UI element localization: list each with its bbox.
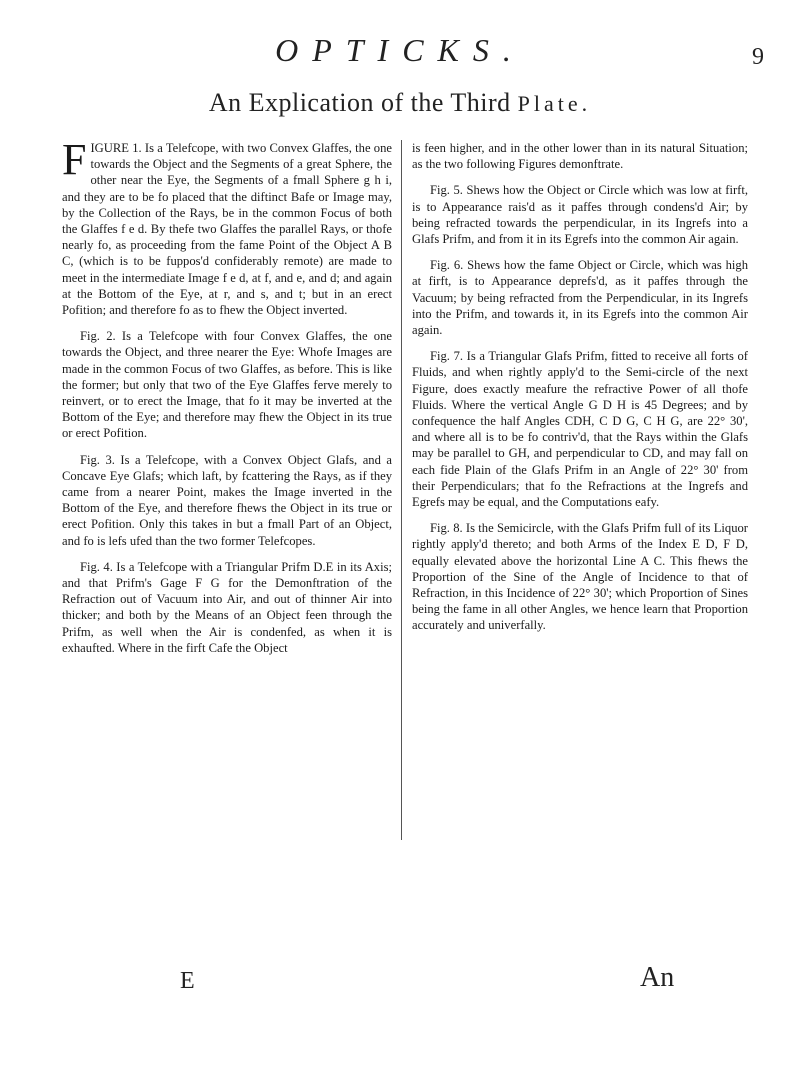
right-paragraph-2: Fig. 5. Shews how the Object or Circle which was low at firft, is to Appearance rais'd as it paffes through condens'd Air; by being refracted towards the perpendicular, in its Ingrefs into a Glafs Prifm, and from it in its Egrefs into the common Air again.: [412, 183, 748, 247]
catchword: An: [640, 962, 675, 993]
left-paragraph-2: Fig. 2. Is a Telefcope with four Convex Glaffes, the one towards the Object, and three nearer the Eye: Whofe Images are made in the common Focus of two Glaffes, as before. This is like the former; but only that two of the Eye Glaffes ferve merely to reinvert, or to erect the Image, that fo it may be inverted at the Bottom of the Eye; and therefore may fhew the Object in its true or erect Pofition.: [62, 329, 392, 441]
right-paragraph-1: is feen higher, and in the other lower than in its natural Situation; as the two following Figures demonftrate.: [412, 141, 748, 172]
left-paragraph-1-text: IGURE 1. Is a Telefcope, with two Convex Glaffes, the one towards the Object and the Segments of a great Sphere, the other near the Eye, the Segments of a fmall Sphere g h i, and they are to be fo placed that the diftinct Bafe or Image may, by the Collection of the Rays, be in the common Focus of both the Glaffes f e d. By thefe two Glaffes the parallel Rays, or thofe nearly fo, as proceeding from the fame Point of the Object A B C, (which is to be fuppos'd confiderably remote) are made to meet in the intermediate Image f e d, at f, and e, and d; and again at the Bottom of the Eye, at r, and s, and t; but in an erect Pofition; and therefore fo as to fhew the Object inverted.: [62, 141, 392, 318]
left-paragraph-1: [62, 135, 392, 318]
right-column: [412, 140, 748, 644]
right-paragraph-5: Fig. 8. Is the Semicircle, with the Glafs Prifm full of its Liquor rightly apply'd thereto; and both Arms of the Index E D, F D, equally elevated above the horizontal Line A C. This fhews the Proportion of the Sine of the Angle of Incidence to that of Refraction, in this Incidence of 22° 30'; which Proportion of Sines being the fame in all other Angles, we hence learn that Proportion accurately and univerfally.: [412, 521, 748, 633]
running-head: OPTICKS.: [275, 32, 525, 68]
left-paragraph-4: Fig. 4. Is a Telefcope with a Triangular Prifm D.E in its Axis; and that Prifm's Gage F G for the Demonftration of the Refraction out of Vacuum into Air, and out of thinner Air into thicker; and both by the Means of an Object feen through the Prifm, as well when the Air is condenfed, as when it is exhaufted. Where in the firft Cafe the Object: [62, 559, 392, 655]
page-number: 9: [752, 44, 764, 70]
drop-cap: F: [62, 135, 87, 184]
plate-title: [0, 88, 800, 118]
signature-mark: E: [180, 968, 195, 994]
plate-title-suffix: Plate.: [517, 91, 592, 116]
column-divider: [401, 140, 402, 840]
left-column: [62, 135, 392, 666]
left-paragraph-3: Fig. 3. Is a Telefcope, with a Convex Object Glafs, and a Concave Eye Glafs; which laft, by fcattering the Rays, as if they came from a nearer Point, makes the Image inverted in the Bottom of the Eye, and therefore fhews the Object in its true or erect Pofition. Only this takes in but a fmall Part of an Object, and fo is lefs ufed than the two former Telefcopes.: [62, 452, 392, 548]
plate-title-prefix: An Explication of the Third: [208, 88, 511, 117]
right-paragraph-4: Fig. 7. Is a Triangular Glafs Prifm, fitted to receive all forts of Fluids, and when rightly apply'd to the Semi-circle of the next Figure, does exactly meafure the refractive Power of all thofe Fluids. Where the vertical Angle G D H is 45 Degrees; and by confequence the half Angles CDH, C D G, C H G, are 22° 30', and where all is to be fo contriv'd, that the Rays within the Glafs may be parallel to GH, and perpendicular to CD, and may fall on each fide Plain of the Glafs Prifm in an Angle of 22° 30' from their Perpendiculars; that fo the Refractions at the Ingrefs and Egrefs may be equal, and the Computations eafy.: [412, 349, 748, 510]
right-paragraph-3: Fig. 6. Shews how the fame Object or Circle, which was high at firft, is to Appearance deprefs'd, as it paffes through the Vacuum; by being refracted from the Perpendicular, in its Ingrefs into the Prifm, and towards it, in its Egrefs into the common Air again.: [412, 258, 748, 338]
